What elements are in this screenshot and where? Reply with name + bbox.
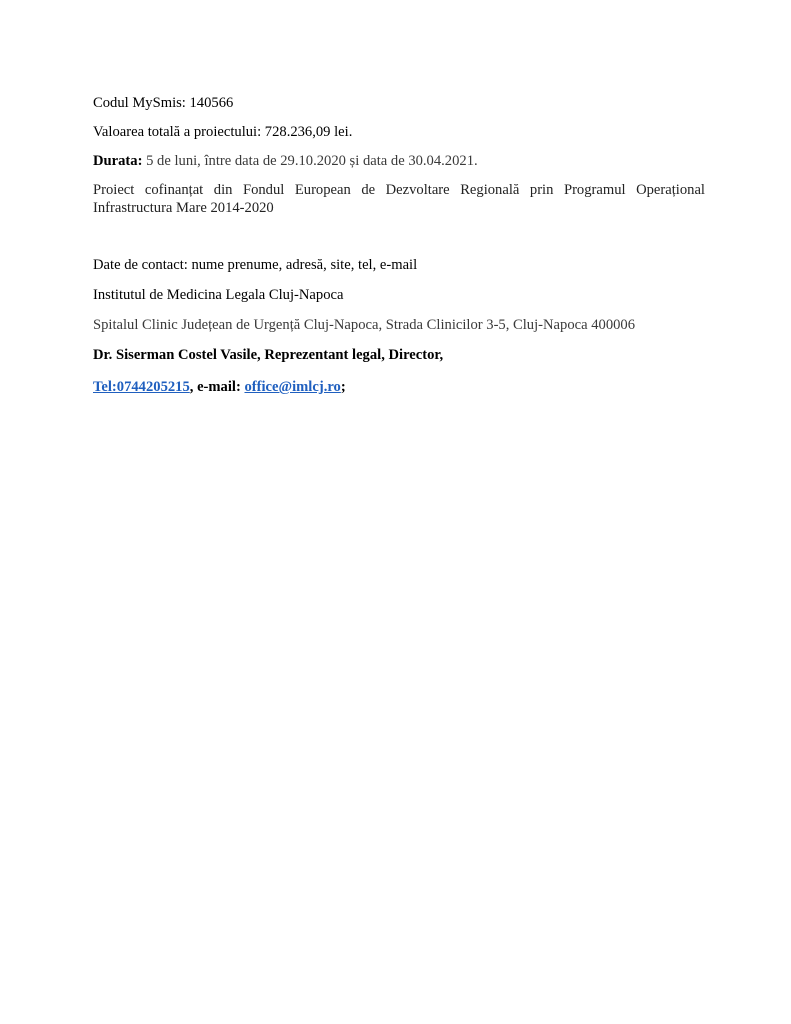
trailing-semicolon: ; xyxy=(340,379,346,395)
email-link[interactable]: office@imlcj.ro xyxy=(244,379,341,395)
email-label: , e-mail: xyxy=(189,379,245,395)
cofinance-line-1: Proiect cofinanțat din Fondul European de Dezvoltare Regională prin Programul Operațional xyxy=(93,182,705,198)
duration-text: 5 de luni, între data de 29.10.2020 și data de 30.04.2021. xyxy=(142,153,478,169)
project-duration xyxy=(93,153,478,170)
contact-heading: Date de contact: nume prenume, adresă, site, tel, e-mail xyxy=(93,257,418,273)
phone-link[interactable]: Tel:0744205215 xyxy=(93,379,190,395)
legal-representative: Dr. Siserman Costel Vasile, Reprezentant legal, Director, xyxy=(93,347,444,363)
institution-address: Spitalul Clinic Județean de Urgență Cluj-Napoca, Strada Clinicilor 3-5, Cluj-Napoca 400006 xyxy=(93,317,636,333)
cofinance-line-2: Infrastructura Mare 2014-2020 xyxy=(93,200,274,216)
cofinance-statement xyxy=(93,181,705,217)
duration-label: Durata: xyxy=(93,153,143,169)
institution-name: Institutul de Medicina Legala Cluj-Napoca xyxy=(93,287,344,303)
project-code: Codul MySmis: 140566 xyxy=(93,95,234,111)
project-total-value: Valoarea totală a proiectului: 728.236,09 lei. xyxy=(93,124,353,140)
contact-links xyxy=(93,379,346,396)
